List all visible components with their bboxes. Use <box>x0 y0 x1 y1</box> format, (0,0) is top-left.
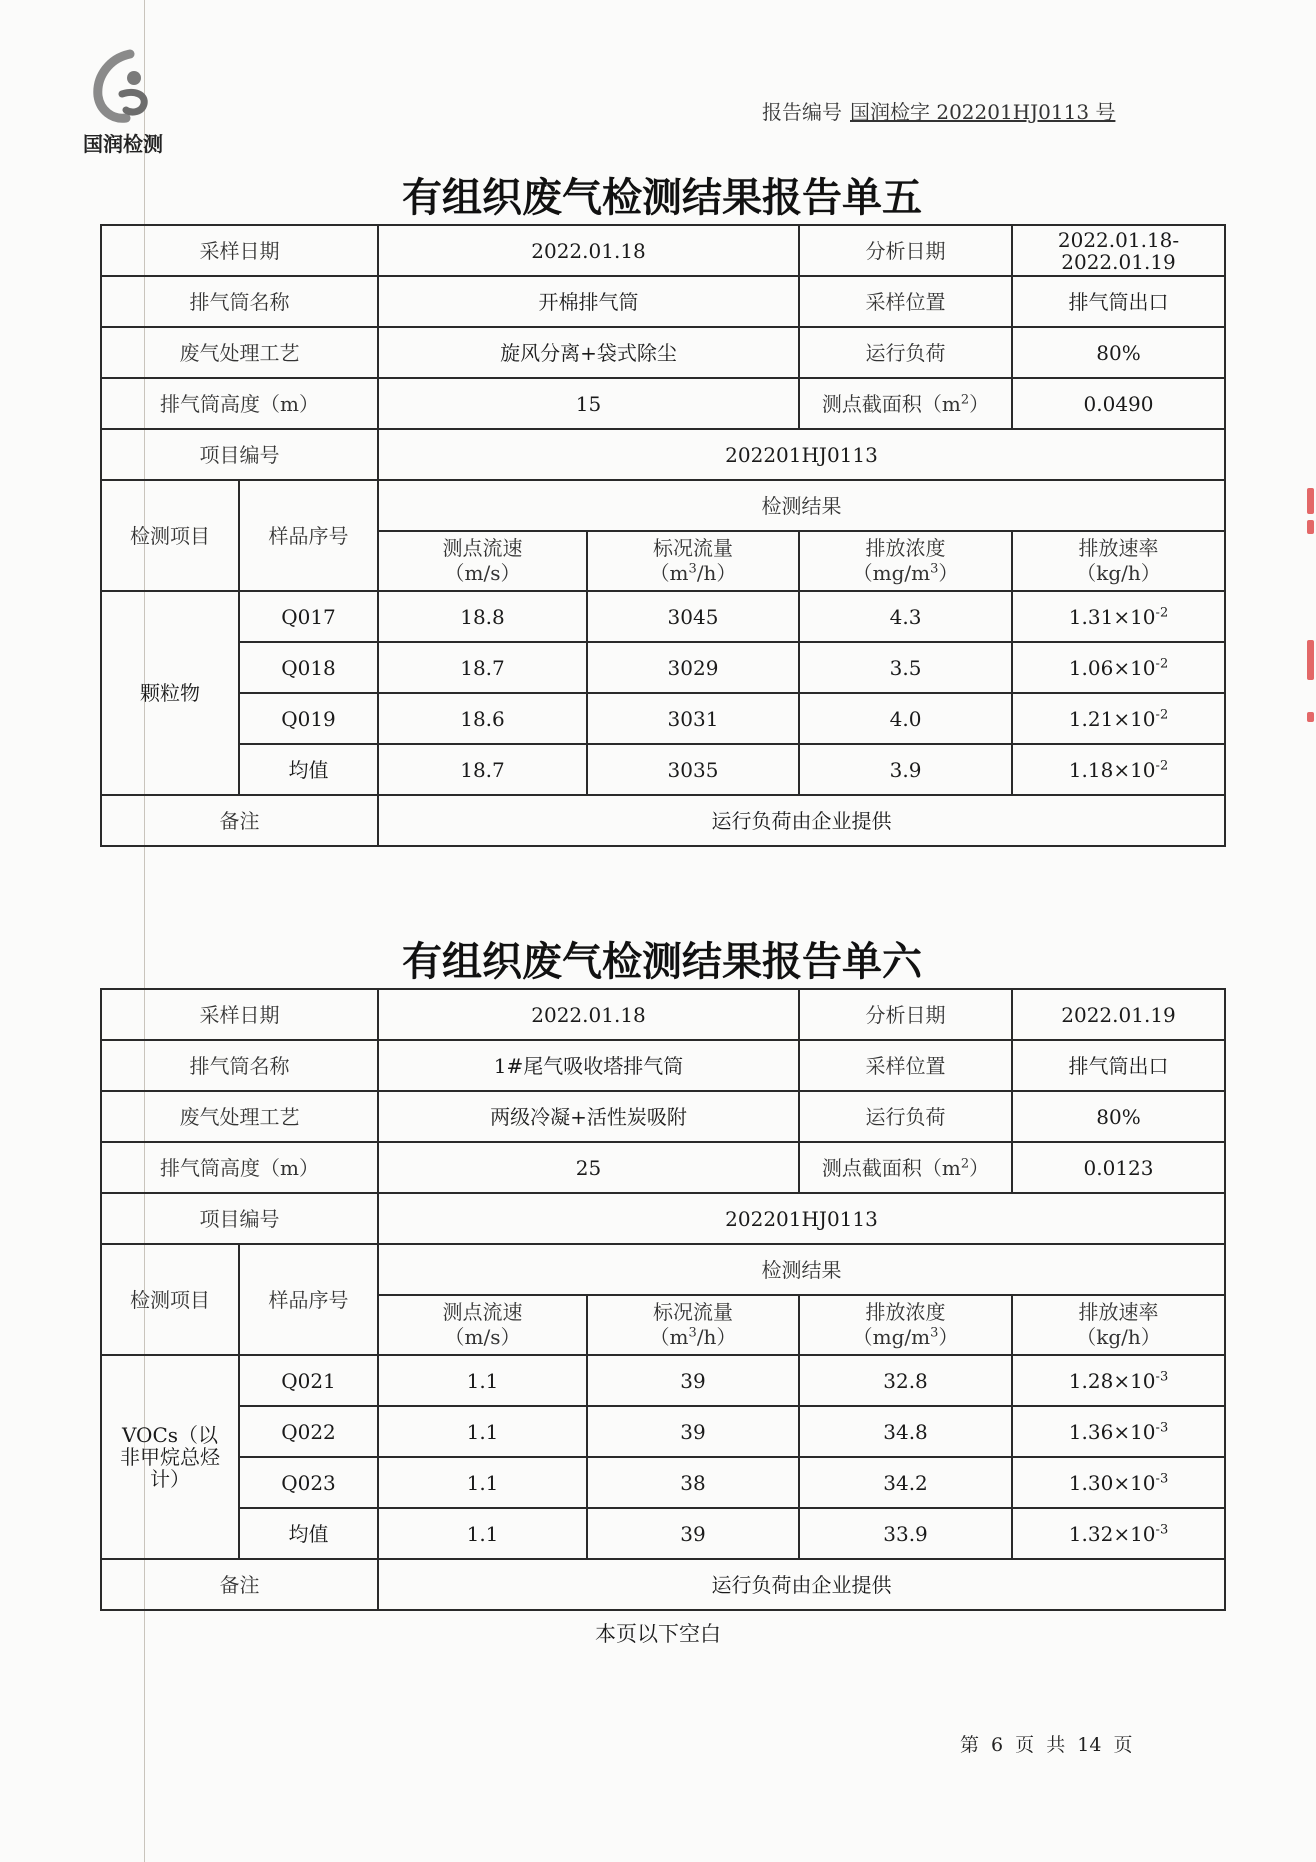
flow-cell: 3029 <box>587 642 799 693</box>
flow-cell: 39 <box>587 1406 799 1457</box>
velocity-cell: 18.7 <box>378 642 587 693</box>
test-item-name: 颗粒物 <box>101 591 239 795</box>
project-no-value: 202201HJ0113 <box>378 429 1225 480</box>
concentration-cell: 4.3 <box>799 591 1012 642</box>
table-row <box>101 693 1225 744</box>
stack-height-label: 排气筒高度（m） <box>101 1142 378 1193</box>
report-number <box>762 96 1115 125</box>
sampling-position-value: 排气筒出口 <box>1012 1040 1225 1091</box>
analysis-date-label: 分析日期 <box>799 225 1012 276</box>
table-row <box>101 744 1225 795</box>
table-row <box>101 1355 1225 1406</box>
concentration-cell: 3.5 <box>799 642 1012 693</box>
remark-value: 运行负荷由企业提供 <box>378 1559 1225 1610</box>
concentration-cell: 34.2 <box>799 1457 1012 1508</box>
load-label: 运行负荷 <box>799 1091 1012 1142</box>
sampling-position-label: 采样位置 <box>799 276 1012 327</box>
rate-cell: $1.32\times 10^{-3}$ <box>1012 1508 1225 1559</box>
process-value: 两级冷凝+活性炭吸附 <box>378 1091 799 1142</box>
concentration-header: 排放浓度 $(mg/m^3)$ <box>799 1295 1012 1355</box>
velocity-cell: 1.1 <box>378 1457 587 1508</box>
rate-cell: $1.31\times 10^{-2}$ <box>1012 591 1225 642</box>
results-header: 检测结果 <box>378 480 1225 531</box>
remark-label: 备注 <box>101 1559 378 1610</box>
section-area-label: 测点截面积$(m^2)$ <box>799 378 1012 429</box>
rate-header: 排放速率 （kg/h） <box>1012 531 1225 591</box>
sample-no: Q019 <box>239 693 378 744</box>
report-title-5: 有组织废气检测结果报告单五 <box>402 175 922 221</box>
company-logo <box>68 48 178 158</box>
concentration-cell: 33.9 <box>799 1508 1012 1559</box>
section-area-label: 测点截面积$(m^2)$ <box>799 1142 1012 1193</box>
process-label: 废气处理工艺 <box>101 327 378 378</box>
project-no-label: 项目编号 <box>101 429 378 480</box>
results-header: 检测结果 <box>378 1244 1225 1295</box>
project-no-label: 项目编号 <box>101 1193 378 1244</box>
sample-no: Q021 <box>239 1355 378 1406</box>
section-area-value: 0.0123 <box>1012 1142 1225 1193</box>
page-number: 第 6 页 共 14 页 <box>960 1734 1133 1756</box>
table-row <box>101 1457 1225 1508</box>
sample-no: 均值 <box>239 744 378 795</box>
logo-text: 国润检测 <box>83 132 163 156</box>
stack-name-label: 排气筒名称 <box>101 1040 378 1091</box>
report-table-5 <box>100 224 1226 847</box>
sample-no: Q023 <box>239 1457 378 1508</box>
table-row <box>101 1508 1225 1559</box>
load-value: 80% <box>1012 1091 1225 1142</box>
rate-cell: $1.30\times 10^{-3}$ <box>1012 1457 1225 1508</box>
seal-edge-mark <box>1307 712 1314 722</box>
velocity-cell: 18.7 <box>378 744 587 795</box>
sample-no: Q018 <box>239 642 378 693</box>
concentration-cell: 4.0 <box>799 693 1012 744</box>
analysis-date-value: 2022.01.19 <box>1012 989 1225 1040</box>
load-value: 80% <box>1012 327 1225 378</box>
sampling-date-label: 采样日期 <box>101 225 378 276</box>
rate-cell: $1.36\times 10^{-3}$ <box>1012 1406 1225 1457</box>
table-row <box>101 1406 1225 1457</box>
remark-value: 运行负荷由企业提供 <box>378 795 1225 846</box>
sampling-date-value: 2022.01.18 <box>378 225 799 276</box>
velocity-cell: 1.1 <box>378 1508 587 1559</box>
rate-header: 排放速率 （kg/h） <box>1012 1295 1225 1355</box>
table-row <box>101 642 1225 693</box>
stack-height-value: 25 <box>378 1142 799 1193</box>
flow-cell: 39 <box>587 1355 799 1406</box>
rate-cell: $1.28\times 10^{-3}$ <box>1012 1355 1225 1406</box>
sample-no: Q017 <box>239 591 378 642</box>
analysis-date-label: 分析日期 <box>799 989 1012 1040</box>
stack-height-label: 排气筒高度（m） <box>101 378 378 429</box>
flow-cell: 3031 <box>587 693 799 744</box>
rate-cell: $1.21\times 10^{-2}$ <box>1012 693 1225 744</box>
blank-below-note: 本页以下空白 <box>595 1622 721 1646</box>
report-number-label: 报告编号 <box>762 100 842 124</box>
remark-label: 备注 <box>101 795 378 846</box>
rate-cell: $1.18\times 10^{-2}$ <box>1012 744 1225 795</box>
velocity-header: 测点流速 （m/s） <box>378 531 587 591</box>
flow-cell: 39 <box>587 1508 799 1559</box>
logo-mark-icon <box>82 48 164 130</box>
sample-no-header: 样品序号 <box>239 1244 378 1355</box>
flow-header: 标况流量 $(m^3/h)$ <box>587 531 799 591</box>
flow-cell: 3045 <box>587 591 799 642</box>
report-number-value: 国润检字 202201HJ0113 号 <box>850 100 1116 124</box>
test-item-header: 检测项目 <box>101 1244 239 1355</box>
flow-cell: 3035 <box>587 744 799 795</box>
seal-edge-mark <box>1307 520 1314 534</box>
load-label: 运行负荷 <box>799 327 1012 378</box>
process-value: 旋风分离+袋式除尘 <box>378 327 799 378</box>
sampling-position-label: 采样位置 <box>799 1040 1012 1091</box>
table-row <box>101 591 1225 642</box>
sample-no: 均值 <box>239 1508 378 1559</box>
report-table-6 <box>100 988 1226 1611</box>
section-area-value: 0.0490 <box>1012 378 1225 429</box>
seal-edge-mark <box>1307 488 1314 514</box>
report-title-6: 有组织废气检测结果报告单六 <box>402 939 922 985</box>
velocity-cell: 18.6 <box>378 693 587 744</box>
flow-header: 标况流量 $(m^3/h)$ <box>587 1295 799 1355</box>
sampling-position-value: 排气筒出口 <box>1012 276 1225 327</box>
concentration-cell: 34.8 <box>799 1406 1012 1457</box>
stack-name-value: 开棉排气筒 <box>378 276 799 327</box>
sample-no: Q022 <box>239 1406 378 1457</box>
test-item-header: 检测项目 <box>101 480 239 591</box>
concentration-cell: 32.8 <box>799 1355 1012 1406</box>
velocity-cell: 1.1 <box>378 1355 587 1406</box>
sampling-date-label: 采样日期 <box>101 989 378 1040</box>
sample-no-header: 样品序号 <box>239 480 378 591</box>
analysis-date-value: 2022.01.18-2022.01.19 <box>1012 225 1225 276</box>
concentration-header: 排放浓度 $(mg/m^3)$ <box>799 531 1012 591</box>
velocity-header: 测点流速 （m/s） <box>378 1295 587 1355</box>
velocity-cell: 1.1 <box>378 1406 587 1457</box>
test-item-name: VOCs（以非甲烷总烃计） <box>101 1355 239 1559</box>
process-label: 废气处理工艺 <box>101 1091 378 1142</box>
rate-cell: $1.06\times 10^{-2}$ <box>1012 642 1225 693</box>
project-no-value: 202201HJ0113 <box>378 1193 1225 1244</box>
seal-edge-mark <box>1307 640 1314 680</box>
sampling-date-value: 2022.01.18 <box>378 989 799 1040</box>
velocity-cell: 18.8 <box>378 591 587 642</box>
stack-name-value: 1#尾气吸收塔排气筒 <box>378 1040 799 1091</box>
flow-cell: 38 <box>587 1457 799 1508</box>
stack-height-value: 15 <box>378 378 799 429</box>
concentration-cell: 3.9 <box>799 744 1012 795</box>
stack-name-label: 排气筒名称 <box>101 276 378 327</box>
